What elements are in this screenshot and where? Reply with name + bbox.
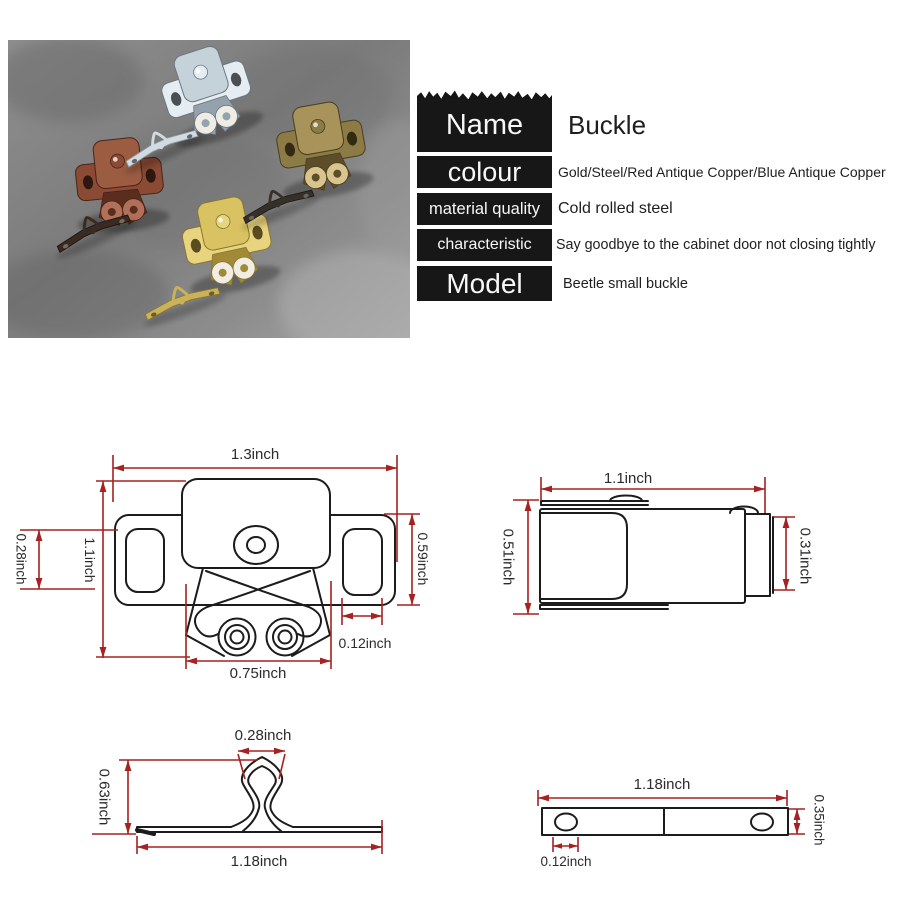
dim-front-height: 1.1inch xyxy=(82,537,98,583)
spec-label-model-text: Model xyxy=(446,267,523,299)
dim-clip-prong-width: 0.28inch xyxy=(234,727,292,744)
dimension-diagrams-svg xyxy=(0,420,900,900)
spec-value-material: Cold rolled steel xyxy=(558,200,673,217)
dim-front-width: 1.3inch xyxy=(230,446,280,463)
dim-cliptop-length: 1.18inch xyxy=(633,776,691,793)
spec-label-characteristic xyxy=(417,229,552,261)
dim-side-roller-height: 0.31inch xyxy=(796,527,814,585)
dim-front-slot-width: 0.12inch xyxy=(338,635,392,651)
dim-cliptop-width: 0.35inch xyxy=(811,794,827,846)
dim-front-slot-height: 0.28inch xyxy=(13,533,29,585)
spec-label-colour xyxy=(417,156,552,188)
spec-label-material xyxy=(417,193,552,225)
dim-clip-height: 0.63inch xyxy=(95,768,113,826)
clip-front-view-drawing xyxy=(137,757,382,834)
spec-value-colour: Gold/Steel/Red Antique Copper/Blue Antique Copper xyxy=(558,164,886,180)
dim-side-height: 0.51inch xyxy=(499,528,517,586)
dimension-diagrams xyxy=(0,420,900,900)
dim-side-width: 1.1inch xyxy=(603,470,653,487)
dim-cliptop-hole-width: 0.12inch xyxy=(540,854,592,869)
spec-label-name xyxy=(417,99,552,152)
dim-clip-length: 1.18inch xyxy=(230,853,288,870)
dim-front-roller-span: 0.75inch xyxy=(229,665,287,682)
spec-value-characteristic: Say goodbye to the cabinet door not closing tightly xyxy=(556,237,876,253)
clip-top-view-drawing xyxy=(542,808,788,835)
spec-label-model xyxy=(417,266,552,301)
spec-value-name: Buckle xyxy=(568,110,647,140)
spec-label-name-text: Name xyxy=(445,109,524,141)
spec-label-characteristic-text: characteristic xyxy=(437,236,532,253)
front-view-drawing xyxy=(115,479,395,656)
dim-front-plate-height: 0.59inch xyxy=(415,532,431,586)
spec-value-model: Beetle small buckle xyxy=(563,275,688,292)
side-view-drawing xyxy=(540,496,773,610)
spec-label-colour-text: colour xyxy=(447,156,522,187)
spec-label-material-text: material quality xyxy=(429,199,540,218)
spec-table xyxy=(0,0,900,340)
